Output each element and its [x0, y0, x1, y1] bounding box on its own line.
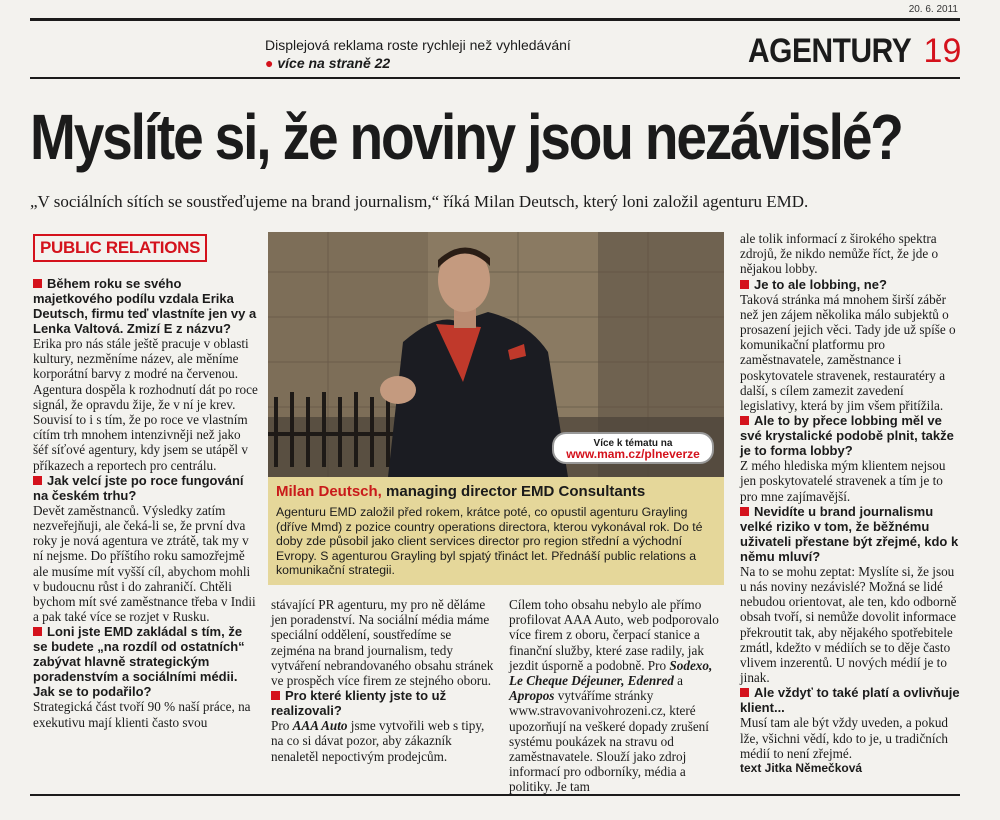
reference-label: Více k tématu na — [593, 438, 673, 449]
answer: Musí tam ale být vždy uveden, a pokud lže, všichni vědí, kdo to je, u tradičních médií to není zřejmé. — [740, 715, 949, 761]
caption-text: Agenturu EMD založil před rokem, krátce poté, co opustil agenturu Grayling (dříve Mmd) z pozice country operations directora, kterou vykonával rok. Do té doby zde působil jako client services director pro region střední a východní Evropy. S agenturou Grayling byl spjatý třináct let. Přednáší public relations a komunikační strategii. — [276, 505, 703, 577]
question: Ale to by přece lobbing měl ve své krystalické podobě plnit, takže je to forma lobby? — [740, 413, 954, 459]
page-number: 19 — [923, 31, 962, 70]
answer: ale tolik informací z širokého spektra zdrojů, že nikdo nemůže říct, že jde o nějakou lobby. — [740, 231, 939, 277]
answer: Cílem toho obsahu nebylo ale přímo profilovat AAA Auto, web podporovalo více firem z oboru, čerpací stanice a finanční služby, které zase radily, jak jezdit úsporně a podobně. Pro Sodexo, Le Cheque Déjeuner, Edenred a Apropos vytváříme stránky www.stravovanivohrozeni.cz, které upozorňují na veškeré dopady zrušení systému poukázek na stravu od zaměstnavatele. Slouží jako zdroj informací pro odborníky, média a politiky. Je tam — [509, 597, 719, 795]
deck: „V sociálních sítích se soustřeďujeme na brand journalism,“ říká Milan Deutsch, který loni založil agenturu EMD. — [30, 192, 809, 211]
reference-url[interactable]: www.mam.cz/plneverze — [566, 447, 700, 461]
photo-caption — [268, 477, 724, 585]
answer: stávající PR agenturu, my pro ně děláme jen poradenství. Na sociální média máme speciální oddělení, soustředíme se zejména na brand journalism, tedy vytváření nebrandovaného obsahu stránek ve prospěch více firem ze stejného oboru. — [271, 597, 494, 689]
question: Během roku se svého majetkového podílu vzdala Erika Deutsch, firmu teď vlastníte jen vy a Lenka Valtová. Zmizí E z názvu? — [33, 276, 257, 336]
caption-title: Milan Deutsch, managing director EMD Consultants — [276, 483, 646, 500]
answer: Erika pro nás stále ještě pracuje v oblasti kultury, nezměníme název, ale měníme korporátní barvy z modré na červenou. Agentura dospěla k rozhodnutí dát po roce signál, že opravdu žije, že v ní je krev. Souvisí to i s tím, že po roce ve vlastním cítím trh mnohem intenzivněji než jako šéf síťové agentury, kdy jsem se utápěl v příkazech a reportech pro centrálu. — [33, 336, 258, 473]
question: Ale vždyť to také platí a ovlivňuje klient... — [740, 685, 960, 716]
teaser-text: Displejová reklama roste rychleji než vyhledávání — [265, 37, 571, 53]
column-4 — [740, 231, 962, 775]
section-rule — [30, 77, 960, 79]
question: Nevidíte u brand journalismu velké riziko v tom, že běžnému uživateli přestane být zřejmé, kdo k němu mluví? — [740, 503, 959, 564]
teaser-more-link[interactable]: více na straně 22 — [277, 55, 391, 71]
red-square-icon — [740, 507, 749, 516]
issue-date: 20. 6. 2011 — [908, 4, 958, 15]
answer: Na to se mohu zeptat: Myslíte si, že jsou u nás noviny nezávislé? Možná se lidé nebudou orientovat, ale ten, kdo odborně obsah tvoří, si nemůže dovolit informace překroutit tak, aby nějakého spotřebitele zmátl, kdežto v médiích se to děje často vlivem inzerentů. U nových médií je to jinak. — [740, 563, 957, 686]
answer: Pro AAA Auto jsme vytvořili web s tipy, na co si dávat pozor, aby zákazník nenaletěl nepoctivým prodejcům. — [271, 718, 485, 764]
red-square-icon — [271, 691, 280, 700]
reference-link-box[interactable] — [552, 432, 714, 464]
bullet-dot-icon: ● — [265, 55, 274, 71]
answer: Devět zaměstnanců. Výsledky zatím nezveřejňuji, ale čeká-li se, že první dva roky je nová agentura ve ztrátě, tak my v ní nejsme. Do příštího roku samozřejmě ale musíme mít vyšší cíl, abychom mohli v budoucnu růst i do zahraničí. Chtěli bychom mít své zaměstnance třeba v Indii a pak také více se rozjet v Rusku. — [33, 502, 256, 625]
question: Pro které klienty jste to už realizovali? — [271, 688, 447, 719]
answer: Taková stránka má mnohem širší záběr než jen zájem několika málo subjektů o prosazení jejich věci. Tady jde už spíše o komunikační platformu pro zaměstnavatele, zaměstnance i poskytovatele stravenek, restauratéry a další, s cílem zamezit zavedení legislativy, která by jim všem přitížila. — [740, 291, 956, 414]
red-square-icon — [33, 476, 42, 485]
red-square-icon — [740, 416, 749, 425]
top-rule — [30, 18, 960, 21]
section-header — [748, 28, 961, 74]
answer: Z mého hlediska mým klientem nejsou jen poskytovatelé stravenek a tím je to pro mne zajímavější. — [740, 458, 946, 504]
column-2 — [271, 597, 496, 764]
question: Loni jste EMD zakládal s tím, že se budete „na rozdíl od ostatních“ zabývat hlavně strategickým poradenstvím a sociálními médii. Jak se to podařilo? — [33, 624, 245, 700]
headline: Myslíte si, že noviny jsou nezávislé? — [30, 101, 902, 173]
bottom-rule — [30, 794, 960, 796]
question: Jak velcí jste po roce fungování na českém trhu? — [33, 472, 244, 503]
red-square-icon — [740, 688, 749, 697]
byline: text Jitka Němečková — [740, 761, 863, 776]
teaser — [265, 36, 571, 72]
section-name: AGENTURY — [748, 31, 912, 70]
column-3 — [509, 597, 724, 795]
rubric-label: PUBLIC RELATIONS — [33, 234, 207, 262]
red-square-icon — [740, 280, 749, 289]
red-square-icon — [33, 279, 42, 288]
answer: Strategická část tvoří 90 % naší práce, na exekutivu mají klienti často svou — [33, 699, 251, 730]
red-square-icon — [33, 627, 42, 636]
question: Je to ale lobbing, ne? — [740, 277, 962, 292]
column-1 — [33, 276, 259, 730]
